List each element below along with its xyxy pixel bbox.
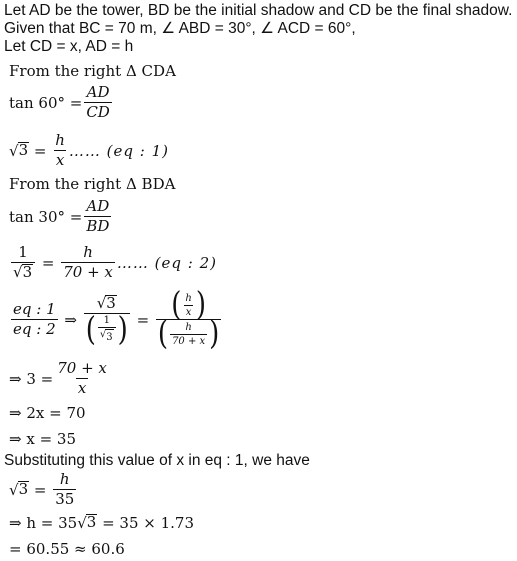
equation-h-result: ⇒ h = 35 √ 3 = 35 × 1.73 xyxy=(9,513,195,532)
equation-x-35: ⇒ x = 35 xyxy=(9,430,76,448)
denominator-cd: CD xyxy=(86,103,110,121)
solution-text-line-3: Let CD = x, AD = h xyxy=(4,38,134,55)
fraction-h-70x: $\frac{h}{70 + x}$ xyxy=(63,243,113,281)
solution-text-substituting: Substituting this value of x in eq : 1, we have xyxy=(4,452,310,469)
solution-text-line-1: Let AD be the tower, BD be the initial shadow and CD be the final shadow. xyxy=(4,2,513,19)
equation-sqrt3-h35: √ 3 = $\frac{h}{35}$ xyxy=(9,470,75,508)
equation-tan60 xyxy=(9,84,114,121)
fraction-ad-cd xyxy=(84,84,112,121)
eq2-tag: …… (eq : 2) xyxy=(116,253,217,272)
fraction-h-35: $\frac{h}{35}$ xyxy=(55,470,75,508)
equation-tan30: tan 30° = $\frac{AD}{BD}$ xyxy=(9,197,110,235)
tan60-lhs: tan 60° = xyxy=(9,93,83,112)
sqrt-3: √ 3 xyxy=(9,140,29,160)
heading-triangle-cda: From the right Δ CDA xyxy=(9,62,176,80)
solution-text-line-2: Given that BC = 70 m, ∠ ABD = 30°, ∠ ACD = 60°, xyxy=(4,20,356,37)
equation-2x: ⇒ 2x = 70 xyxy=(9,404,86,422)
fraction-ad-bd: $\frac{AD}{BD}$ xyxy=(86,197,110,235)
equation-eq2: 1 √ 3 = $\frac{h}{70 + x}$ …… (eq : 2) xyxy=(13,243,217,281)
fraction-1-sqrt3: 1 √ 3 xyxy=(11,244,35,281)
fraction-hx-over-h70x: ( $\frac{h}{x}$ ) ( $\frac{h}{70 + x}$ ) xyxy=(157,286,220,353)
equation-3-equals: ⇒ 3 = $\frac{70 + x}{x}$ xyxy=(9,359,107,397)
eq1-tag: …… (eq : 1) xyxy=(68,141,169,160)
equation-final: = 60.55 ≈ 60.6 xyxy=(9,540,125,558)
fraction-70x-x: $\frac{70 + x}{x}$ xyxy=(57,359,107,397)
equation-eq1: √ 3 = $\frac{h}{x}$ …… (eq : 1) xyxy=(9,131,169,169)
heading-triangle-bda: From the right Δ BDA xyxy=(9,175,176,193)
fraction-h-x: $\frac{h}{x}$ xyxy=(55,131,65,169)
fraction-eq1-eq2: $\frac{eq : 1}{eq : 2}$ xyxy=(13,300,56,338)
numerator-ad: AD xyxy=(86,83,110,101)
equation-ratio: $\frac{eq : 1}{eq : 2}$ ⇒ √ 3 ( 1 √ 3 ) = ( $\frac{h}{x}$ ) ( $\frac{h}{70 + x}$ ) xyxy=(13,286,220,353)
fraction-sqrt3-over-1sqrt3: √ 3 ( 1 √ 3 ) xyxy=(85,293,128,349)
